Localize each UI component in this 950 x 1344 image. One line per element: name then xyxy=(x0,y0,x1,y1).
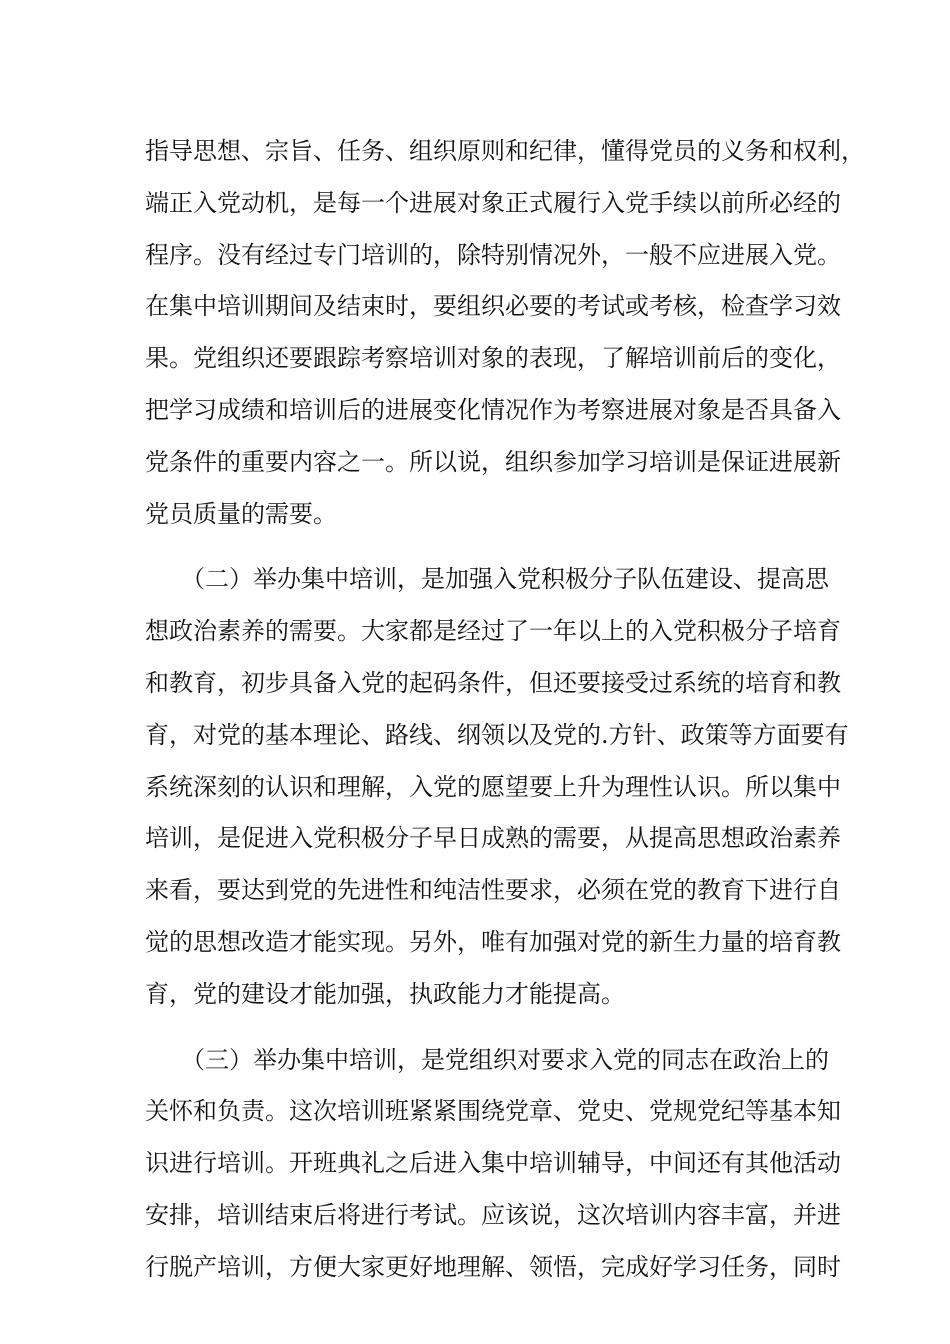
paragraph-3 xyxy=(145,1035,841,1294)
text-line: （二）举办集中培训，是加强入党积极分子队伍建设、提高思 xyxy=(145,565,829,594)
text-line: 想政治素养的需要。大家都是经过了一年以上的入党积极分子培育 xyxy=(145,617,841,646)
paragraph-spacer xyxy=(145,1021,835,1035)
document-body xyxy=(145,126,865,1294)
text-line: 果。党组织还要跟踪考察培训对象的表现，了解培训前后的变化， xyxy=(145,344,841,373)
text-line: 安排，培训结束后将进行考试。应该说，这次培训内容丰富，并进 xyxy=(145,1200,841,1229)
paragraph-spacer xyxy=(145,540,835,554)
text-line: 识进行培训。开班典礼之后进入集中培训辅导，中间还有其他活动 xyxy=(145,1149,841,1178)
text-line: 指导思想、宗旨、任务、组织原则和纪律，懂得党员的义务和权利， xyxy=(145,137,865,165)
text-line: 程序。没有经过专门培训的，除特别情况外，一般不应进展入党。 xyxy=(145,240,841,269)
text-line: 育，对党的基本理论、路线、纲领以及党的.方针、政策等方面要有 xyxy=(145,720,849,749)
text-line: 和教育，初步具备入党的起码条件，但还要接受过系统的培育和教 xyxy=(145,668,841,697)
text-line: 关怀和负责。这次培训班紧紧围绕党章、党史、党规党纪等基本知 xyxy=(145,1097,841,1126)
paragraph-2 xyxy=(145,554,849,1020)
text-line: （三）举办集中培训，是党组织对要求入党的同志在政治上的 xyxy=(145,1045,829,1074)
text-line: 在集中培训期间及结束时，要组织必要的考试或考核，检查学习效 xyxy=(145,292,841,321)
text-line: 党条件的重要内容之一。所以说，组织参加学习培训是保证进展新 xyxy=(145,447,841,476)
text-line: 培训，是促进入党积极分子早日成熟的需要，从提高思想政治素养 xyxy=(145,824,841,853)
text-line: 把学习成绩和培训后的进展变化情况作为考察进展对象是否具备入 xyxy=(145,395,841,424)
text-line: 觉的思想改造才能实现。另外，唯有加强对党的新生力量的培育教 xyxy=(145,927,841,956)
text-line: 系统深刻的认识和理解，入党的愿望要上升为理性认识。所以集中 xyxy=(145,772,841,801)
text-line: 行脱产培训，方便大家更好地理解、领悟，完成好学习任务，同时 xyxy=(145,1252,841,1281)
text-line: 来看，要达到党的先进性和纯洁性要求，必须在党的教育下进行自 xyxy=(145,876,841,905)
text-line: 党员质量的需要。 xyxy=(145,499,337,528)
text-line: 育，党的建设才能加强，执政能力才能提高。 xyxy=(145,979,625,1008)
text-line: 端正入党动机，是每一个进展对象正式履行入党手续以前所必经的 xyxy=(145,188,841,217)
paragraph-1 xyxy=(145,126,865,540)
